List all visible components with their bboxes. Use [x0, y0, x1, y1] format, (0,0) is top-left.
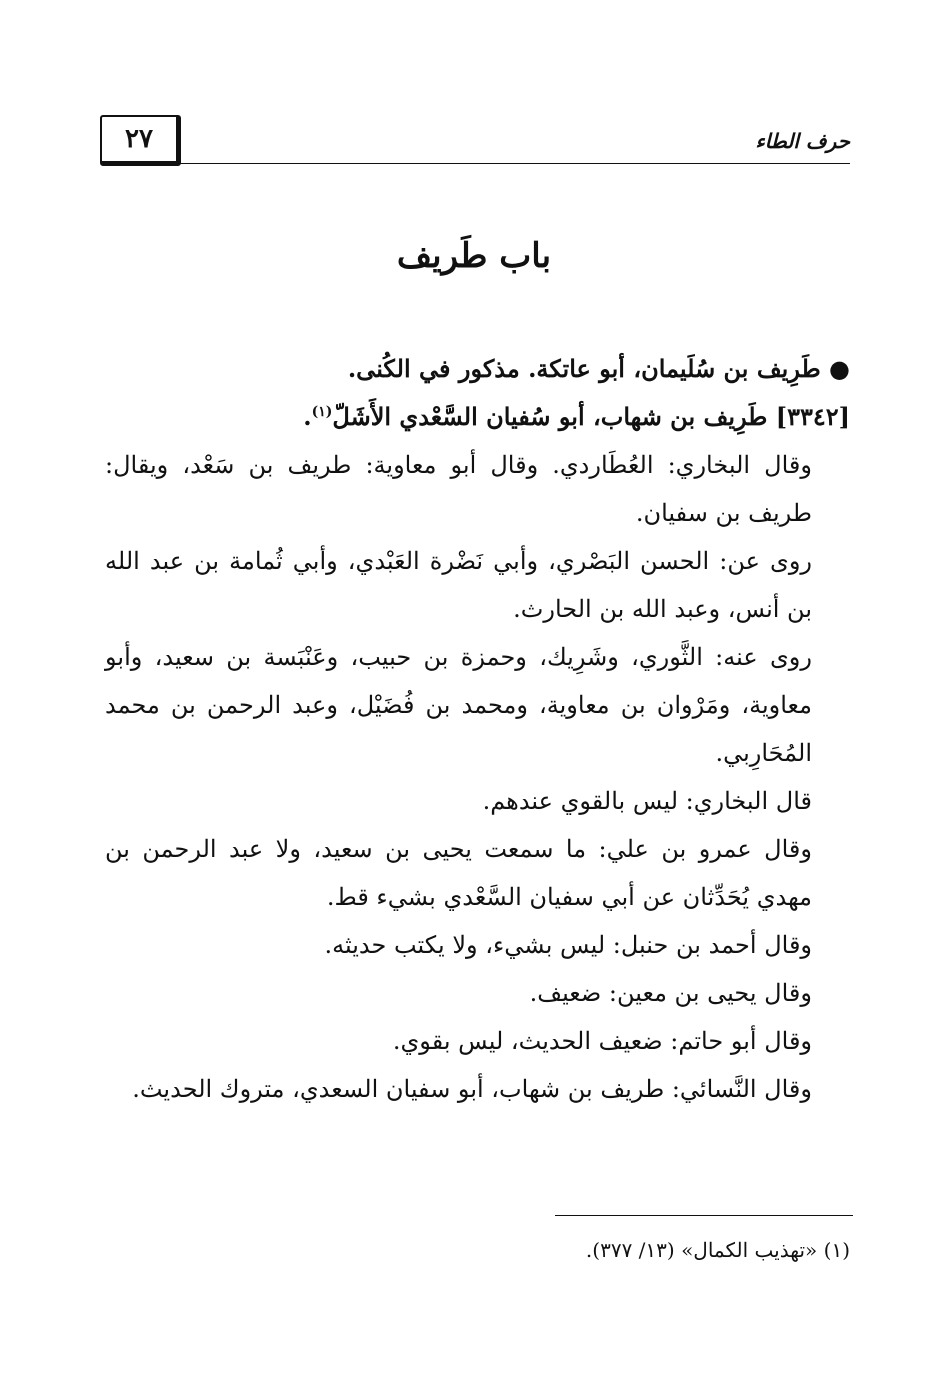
paragraph: روى عن: الحسن البَصْري، وأبي نَضْرة العَبْدي، وأبي ثُمامة بن عبد الله بن أنس، وعبد الله بن الحارث.	[105, 547, 812, 623]
running-head: حرف الطاء	[755, 129, 850, 153]
page-number-box: ٢٧	[100, 115, 181, 166]
footnote-rule	[555, 1215, 853, 1216]
paragraph: وقال البخاري: العُطَاردي. وقال أبو معاوية: طريف بن سَعْد، ويقال: طريف بن سفيان.	[105, 451, 812, 527]
body-text	[105, 345, 850, 1113]
paragraph: وقال أحمد بن حنبل: ليس بشيء، ولا يكتب حديثه.	[324, 931, 812, 959]
footnote-ref: (١)	[311, 404, 333, 420]
bullet-entry	[105, 345, 850, 393]
paragraph: روى عنه: الثَّوري، وشَرِيك، وحمزة بن حبيب، وعَنْبَسة بن سعيد، وأبو معاوية، ومَرْوان بن معاوية، ومحمد بن فُضَيْل، وعبد الرحمن بن محمد المُحَارِبي.	[105, 643, 812, 767]
paragraph: قال البخاري: ليس بالقوي عندهم.	[482, 787, 812, 815]
chapter-title: باب طَريف	[396, 236, 552, 276]
paragraph: وقال يحيى بن معين: ضعيف.	[529, 979, 812, 1007]
entry-heading-line	[105, 393, 850, 441]
entry-heading-end: .	[303, 402, 312, 431]
bullet-entry-text: ● طَرِيف بن سُلَيمان، أبو عاتكة. مذكور في الكُنى.	[347, 354, 850, 383]
paragraph: وقال النَّسائي: طريف بن شهاب، أبو سفيان السعدي، متروك الحديث.	[132, 1075, 812, 1103]
paragraph: وقال عمرو بن علي: ما سمعت يحيى بن سعيد، ولا عبد الرحمن بن مهدي يُحَدِّثان عن أبي سفيان السَّعْدي بشيء قط.	[105, 835, 812, 911]
entry-heading: طَرِيف بن شهاب، أبو سُفيان السَّعْدي الأَشَلّ	[332, 402, 768, 431]
header-rule	[180, 163, 850, 164]
entry-number: [٣٣٤٢]	[775, 402, 850, 431]
paragraph: وقال أبو حاتم: ضعيف الحديث، ليس بقوي.	[392, 1027, 812, 1055]
page-header	[100, 115, 850, 165]
footnote: (١) «تهذيب الكمال» (١٣/ ٣٧٧).	[585, 1238, 850, 1262]
